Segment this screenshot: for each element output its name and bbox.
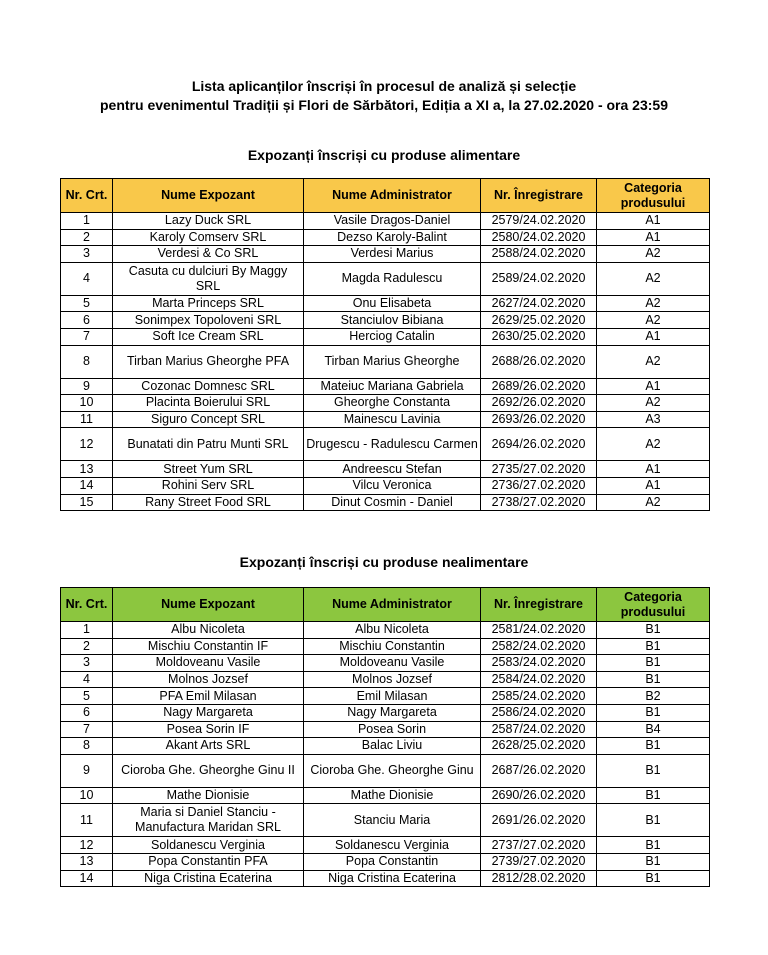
cell-categoria: A2	[597, 494, 710, 511]
table-row	[61, 622, 710, 639]
cell-administrator: Mischiu Constantin	[304, 638, 481, 655]
table-row	[61, 262, 710, 295]
cell-administrator: Molnos Jozsef	[304, 671, 481, 688]
cell-categoria: B1	[597, 804, 710, 837]
cell-inregistrare: 2588/24.02.2020	[481, 246, 597, 263]
cell-administrator: Popa Constantin	[304, 853, 481, 870]
cell-inregistrare: 2581/24.02.2020	[481, 622, 597, 639]
table-row	[61, 328, 710, 345]
table-row	[61, 721, 710, 738]
cell-expozant: Posea Sorin IF	[113, 721, 304, 738]
cell-inregistrare: 2582/24.02.2020	[481, 638, 597, 655]
cell-administrator: Stanciu Maria	[304, 804, 481, 837]
cell-expozant: Moldoveanu Vasile	[113, 655, 304, 672]
cell-categoria: B1	[597, 655, 710, 672]
cell-categoria: B1	[597, 870, 710, 887]
cell-administrator: Dezso Karoly-Balint	[304, 229, 481, 246]
table-row	[61, 837, 710, 854]
cell-nr: 7	[61, 328, 113, 345]
cell-categoria: A2	[597, 395, 710, 412]
cell-categoria: A1	[597, 213, 710, 230]
cell-expozant: Lazy Duck SRL	[113, 213, 304, 230]
food-section-heading: Expozanți înscriși cu produse alimentare	[247, 147, 521, 163]
cell-expozant: Maria si Daniel Stanciu - Manufactura Maridan SRL	[113, 804, 304, 837]
cell-nr: 13	[61, 461, 113, 478]
cell-inregistrare: 2735/27.02.2020	[481, 461, 597, 478]
cell-inregistrare: 2739/27.02.2020	[481, 853, 597, 870]
cell-categoria: A1	[597, 378, 710, 395]
nonfood-table-body	[61, 622, 710, 887]
cell-categoria: B1	[597, 837, 710, 854]
cell-administrator: Balac Liviu	[304, 738, 481, 755]
cell-expozant: Street Yum SRL	[113, 461, 304, 478]
document-title-line-2: pentru evenimentul Tradiții și Flori de Sărbători, Ediția a XI a, la 27.02.2020 - ora 23:59	[100, 97, 668, 113]
cell-categoria: B1	[597, 704, 710, 721]
cell-inregistrare: 2585/24.02.2020	[481, 688, 597, 705]
cell-nr: 6	[61, 704, 113, 721]
col-header-inregistrare: Nr. Înregistrare	[481, 179, 597, 213]
cell-administrator: Mateiuc Mariana Gabriela	[304, 378, 481, 395]
table-row	[61, 671, 710, 688]
table-row	[61, 213, 710, 230]
cell-inregistrare: 2587/24.02.2020	[481, 721, 597, 738]
cell-expozant: Verdesi & Co SRL	[113, 246, 304, 263]
cell-expozant: Marta Princeps SRL	[113, 295, 304, 312]
cell-administrator: Herciog Catalin	[304, 328, 481, 345]
cell-nr: 10	[61, 395, 113, 412]
cell-categoria: A1	[597, 461, 710, 478]
cell-administrator: Magda Radulescu	[304, 262, 481, 295]
cell-administrator: Nagy Margareta	[304, 704, 481, 721]
cell-categoria: B2	[597, 688, 710, 705]
cell-nr: 3	[61, 246, 113, 263]
cell-nr: 14	[61, 870, 113, 887]
table-row	[61, 411, 710, 428]
cell-administrator: Mainescu Lavinia	[304, 411, 481, 428]
col-header-inregistrare: Nr. Înregistrare	[481, 588, 597, 622]
table-row	[61, 246, 710, 263]
table-row	[61, 295, 710, 312]
cell-administrator: Dinut Cosmin - Daniel	[304, 494, 481, 511]
table-row	[61, 688, 710, 705]
cell-categoria: A1	[597, 477, 710, 494]
cell-categoria: B1	[597, 754, 710, 787]
cell-categoria: A2	[597, 312, 710, 329]
table-row	[61, 804, 710, 837]
cell-nr: 1	[61, 213, 113, 230]
cell-categoria: A2	[597, 262, 710, 295]
cell-administrator: Onu Elisabeta	[304, 295, 481, 312]
cell-nr: 8	[61, 738, 113, 755]
col-header-categoria: Categoria produsului	[597, 588, 710, 622]
cell-expozant: Nagy Margareta	[113, 704, 304, 721]
table-row	[61, 229, 710, 246]
cell-nr: 9	[61, 754, 113, 787]
cell-inregistrare: 2689/26.02.2020	[481, 378, 597, 395]
col-header-administrator: Nume Administrator	[304, 179, 481, 213]
table-row	[61, 378, 710, 395]
cell-expozant: Tirban Marius Gheorghe PFA	[113, 345, 304, 378]
cell-expozant: Bunatati din Patru Munti SRL	[113, 428, 304, 461]
cell-expozant: Albu Nicoleta	[113, 622, 304, 639]
cell-categoria: B1	[597, 738, 710, 755]
cell-expozant: Soldanescu Verginia	[113, 837, 304, 854]
cell-expozant: Niga Cristina Ecaterina	[113, 870, 304, 887]
cell-nr: 11	[61, 804, 113, 837]
cell-inregistrare: 2694/26.02.2020	[481, 428, 597, 461]
cell-expozant: Mathe Dionisie	[113, 787, 304, 804]
document-title-line-1: Lista aplicanților înscriși în procesul de analiză și selecție	[191, 78, 577, 94]
cell-inregistrare: 2628/25.02.2020	[481, 738, 597, 755]
cell-inregistrare: 2738/27.02.2020	[481, 494, 597, 511]
table-row	[61, 787, 710, 804]
cell-expozant: Mischiu Constantin IF	[113, 638, 304, 655]
cell-expozant: Sonimpex Topoloveni SRL	[113, 312, 304, 329]
cell-inregistrare: 2629/25.02.2020	[481, 312, 597, 329]
col-header-expozant: Nume Expozant	[113, 588, 304, 622]
cell-administrator: Gheorghe Constanta	[304, 395, 481, 412]
cell-expozant: PFA Emil Milasan	[113, 688, 304, 705]
cell-expozant: Popa Constantin PFA	[113, 853, 304, 870]
food-exhibitors-table	[60, 178, 710, 511]
cell-inregistrare: 2736/27.02.2020	[481, 477, 597, 494]
cell-administrator: Vilcu Veronica	[304, 477, 481, 494]
cell-categoria: A1	[597, 328, 710, 345]
cell-nr: 11	[61, 411, 113, 428]
cell-expozant: Akant Arts SRL	[113, 738, 304, 755]
cell-expozant: Soft Ice Cream SRL	[113, 328, 304, 345]
cell-nr: 14	[61, 477, 113, 494]
cell-administrator: Tirban Marius Gheorghe	[304, 345, 481, 378]
cell-nr: 4	[61, 671, 113, 688]
nonfood-section-heading: Expozanți înscriși cu produse nealimentare	[239, 554, 529, 570]
cell-expozant: Cozonac Domnesc SRL	[113, 378, 304, 395]
cell-inregistrare: 2589/24.02.2020	[481, 262, 597, 295]
cell-inregistrare: 2584/24.02.2020	[481, 671, 597, 688]
cell-inregistrare: 2630/25.02.2020	[481, 328, 597, 345]
table-row	[61, 638, 710, 655]
cell-inregistrare: 2812/28.02.2020	[481, 870, 597, 887]
cell-inregistrare: 2627/24.02.2020	[481, 295, 597, 312]
cell-expozant: Cioroba Ghe. Gheorghe Ginu II	[113, 754, 304, 787]
cell-administrator: Andreescu Stefan	[304, 461, 481, 478]
cell-categoria: B4	[597, 721, 710, 738]
cell-nr: 8	[61, 345, 113, 378]
table-row	[61, 754, 710, 787]
cell-nr: 15	[61, 494, 113, 511]
cell-administrator: Mathe Dionisie	[304, 787, 481, 804]
cell-categoria: A2	[597, 295, 710, 312]
cell-categoria: A3	[597, 411, 710, 428]
cell-administrator: Posea Sorin	[304, 721, 481, 738]
table-row	[61, 428, 710, 461]
cell-nr: 6	[61, 312, 113, 329]
cell-categoria: B1	[597, 622, 710, 639]
cell-categoria: B1	[597, 671, 710, 688]
cell-expozant: Molnos Jozsef	[113, 671, 304, 688]
table-row	[61, 655, 710, 672]
cell-expozant: Siguro Concept SRL	[113, 411, 304, 428]
cell-nr: 5	[61, 688, 113, 705]
cell-expozant: Karoly Comserv SRL	[113, 229, 304, 246]
cell-nr: 1	[61, 622, 113, 639]
cell-inregistrare: 2586/24.02.2020	[481, 704, 597, 721]
table-header-row	[61, 179, 710, 213]
cell-nr: 4	[61, 262, 113, 295]
cell-nr: 12	[61, 837, 113, 854]
cell-administrator: Soldanescu Verginia	[304, 837, 481, 854]
cell-inregistrare: 2688/26.02.2020	[481, 345, 597, 378]
table-row	[61, 704, 710, 721]
cell-categoria: A2	[597, 246, 710, 263]
cell-inregistrare: 2692/26.02.2020	[481, 395, 597, 412]
cell-inregistrare: 2579/24.02.2020	[481, 213, 597, 230]
table-row	[61, 312, 710, 329]
cell-categoria: B1	[597, 853, 710, 870]
col-header-categoria: Categoria produsului	[597, 179, 710, 213]
cell-nr: 2	[61, 229, 113, 246]
food-table-body	[61, 213, 710, 511]
cell-administrator: Niga Cristina Ecaterina	[304, 870, 481, 887]
col-header-expozant: Nume Expozant	[113, 179, 304, 213]
nonfood-exhibitors-table	[60, 587, 710, 887]
cell-inregistrare: 2690/26.02.2020	[481, 787, 597, 804]
cell-categoria: A2	[597, 345, 710, 378]
cell-inregistrare: 2583/24.02.2020	[481, 655, 597, 672]
cell-nr: 7	[61, 721, 113, 738]
cell-inregistrare: 2580/24.02.2020	[481, 229, 597, 246]
cell-administrator: Moldoveanu Vasile	[304, 655, 481, 672]
col-header-administrator: Nume Administrator	[304, 588, 481, 622]
cell-inregistrare: 2687/26.02.2020	[481, 754, 597, 787]
cell-expozant: Casuta cu dulciuri By Maggy SRL	[113, 262, 304, 295]
cell-nr: 12	[61, 428, 113, 461]
cell-nr: 3	[61, 655, 113, 672]
cell-nr: 13	[61, 853, 113, 870]
cell-expozant: Placinta Boierului SRL	[113, 395, 304, 412]
col-header-nr: Nr. Crt.	[61, 588, 113, 622]
cell-administrator: Albu Nicoleta	[304, 622, 481, 639]
table-row	[61, 738, 710, 755]
cell-administrator: Verdesi Marius	[304, 246, 481, 263]
col-header-nr: Nr. Crt.	[61, 179, 113, 213]
cell-inregistrare: 2693/26.02.2020	[481, 411, 597, 428]
cell-administrator: Drugescu - Radulescu Carmen	[304, 428, 481, 461]
table-row	[61, 345, 710, 378]
cell-expozant: Rany Street Food SRL	[113, 494, 304, 511]
table-row	[61, 477, 710, 494]
table-row	[61, 870, 710, 887]
cell-expozant: Rohini Serv SRL	[113, 477, 304, 494]
cell-nr: 2	[61, 638, 113, 655]
table-row	[61, 395, 710, 412]
cell-administrator: Vasile Dragos-Daniel	[304, 213, 481, 230]
cell-categoria: A2	[597, 428, 710, 461]
cell-categoria: B1	[597, 638, 710, 655]
cell-inregistrare: 2691/26.02.2020	[481, 804, 597, 837]
cell-administrator: Cioroba Ghe. Gheorghe Ginu	[304, 754, 481, 787]
cell-categoria: A1	[597, 229, 710, 246]
cell-administrator: Emil Milasan	[304, 688, 481, 705]
cell-categoria: B1	[597, 787, 710, 804]
table-header-row	[61, 588, 710, 622]
cell-nr: 10	[61, 787, 113, 804]
table-row	[61, 853, 710, 870]
cell-nr: 5	[61, 295, 113, 312]
cell-nr: 9	[61, 378, 113, 395]
table-row	[61, 494, 710, 511]
table-row	[61, 461, 710, 478]
cell-administrator: Stanciulov Bibiana	[304, 312, 481, 329]
cell-inregistrare: 2737/27.02.2020	[481, 837, 597, 854]
